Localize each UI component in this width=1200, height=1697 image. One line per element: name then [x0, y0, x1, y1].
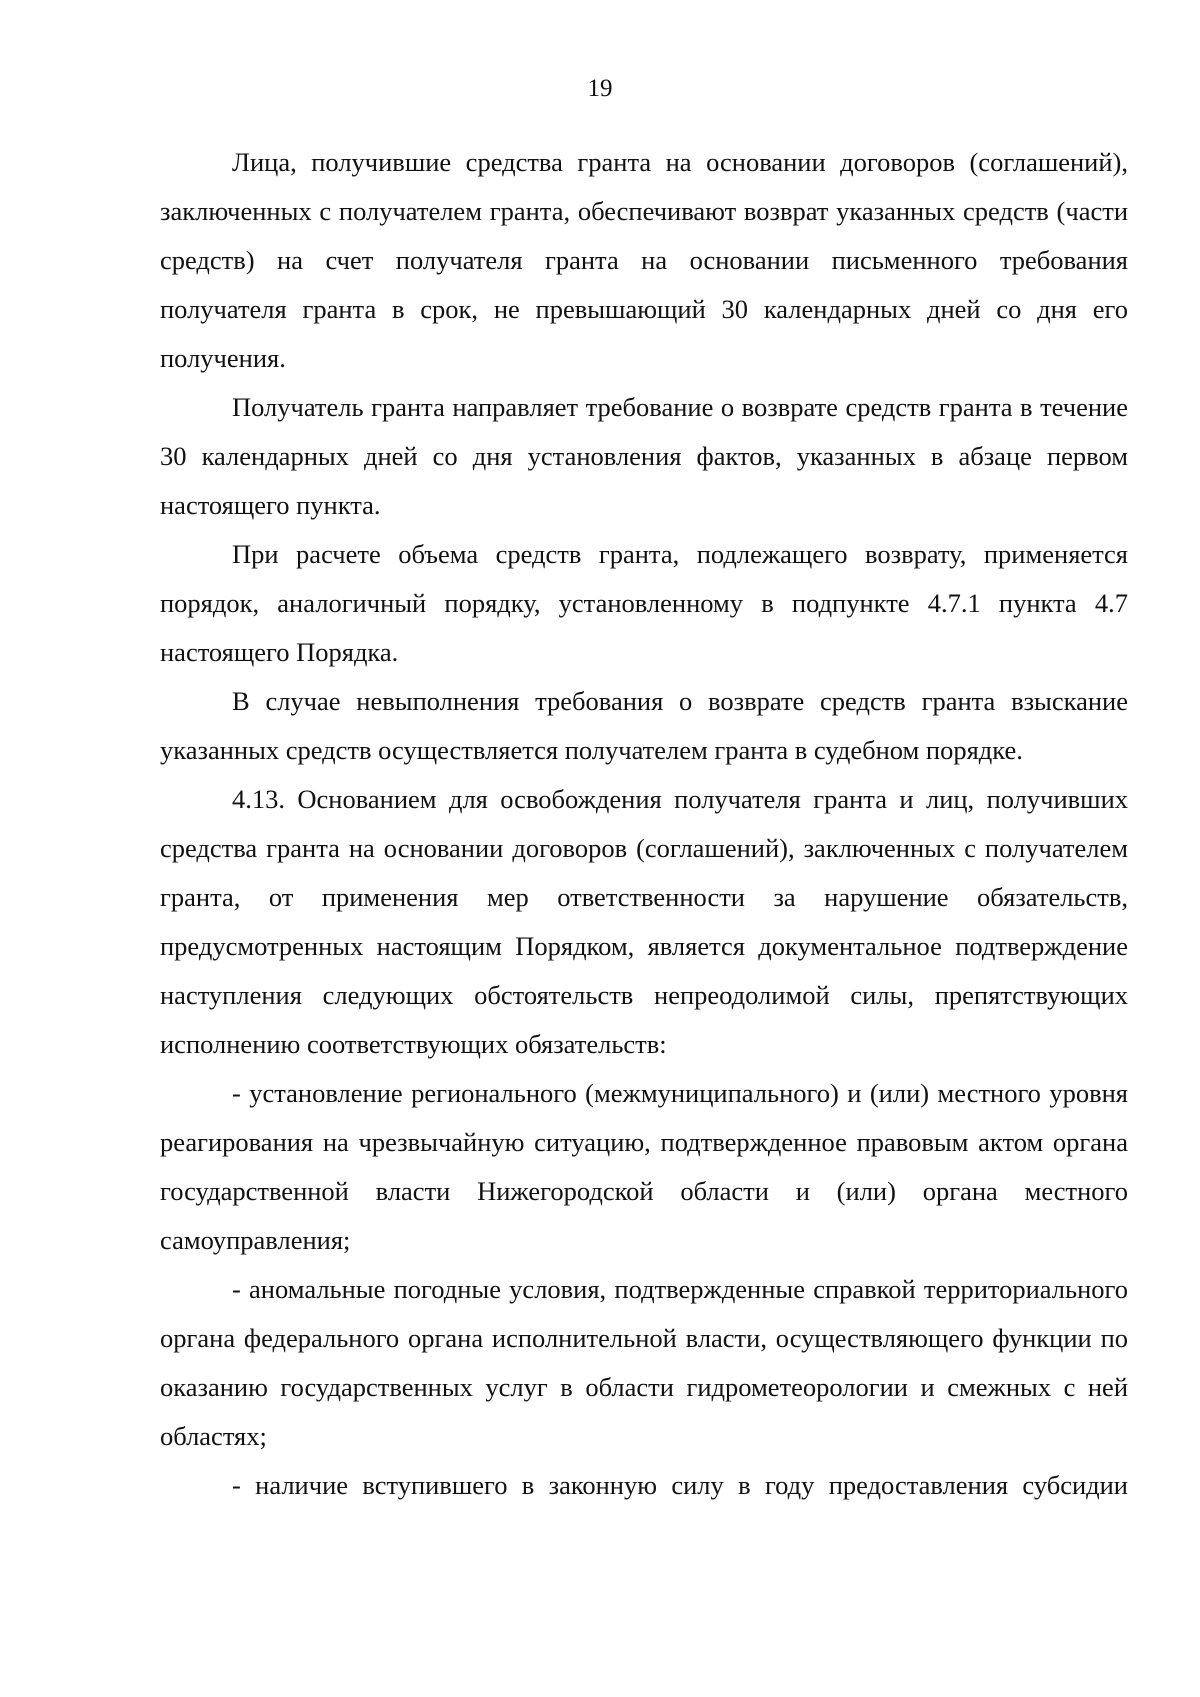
paragraph-court-recovery: В случае невыполнения требования о возврате средств гранта взыскание указанных средств осуществляется получателем гранта в судебном порядке. [160, 686, 1128, 765]
list-item-court-decision: - наличие вступившего в законную силу в году предоставления субсидии [232, 1470, 1128, 1500]
paragraph-clause-4-13: 4.13. Основанием для освобождения получателя гранта и лиц, получивших средства гранта на основании договоров (соглашений), заключенных с получателем гранта, от применения мер ответственности за нарушение обязательств, предусмотренных настоящим Порядком, является документальное подтверждение наступления следующих обстоятельств непреодолимой силы, препятствующих исполнению соответствующих обязательств: [160, 784, 1128, 1059]
paragraph-grant-return-obligation: Лица, получившие средства гранта на основании договоров (соглашений), заключенных с получателем гранта, обеспечивают возврат указанных средств (части средств) на счет получателя гранта на основании письменного требования получателя гранта в срок, не превышающий 30 календарных дней со дня его получения. [160, 147, 1128, 373]
paragraph-return-request: Получатель гранта направляет требование о возврате средств гранта в течение 30 календарных дней со дня установления фактов, указанных в абзаце первом настоящего пункта. [160, 392, 1128, 520]
list-item-emergency-response: - установление регионального (межмуниципального) и (или) местного уровня реагирования на чрезвычайную ситуацию, подтвержденное правовым актом органа государственной власти Нижегородской области и (или) органа местного самоуправления; [160, 1078, 1128, 1255]
list-item-weather-conditions: - аномальные погодные условия, подтвержденные справкой территориального органа федерального органа исполнительной власти, осуществляющего функции по оказанию государственных услуг в области гидрометеорологии и смежных с ней областях; [160, 1274, 1128, 1451]
document-body [160, 138, 1128, 1510]
paragraph-return-calculation: При расчете объема средств гранта, подлежащего возврату, применяется порядок, аналогичный порядку, установленному в подпункте 4.7.1 пункта 4.7 настоящего Порядка. [160, 539, 1128, 667]
page-number: 19 [587, 75, 613, 102]
